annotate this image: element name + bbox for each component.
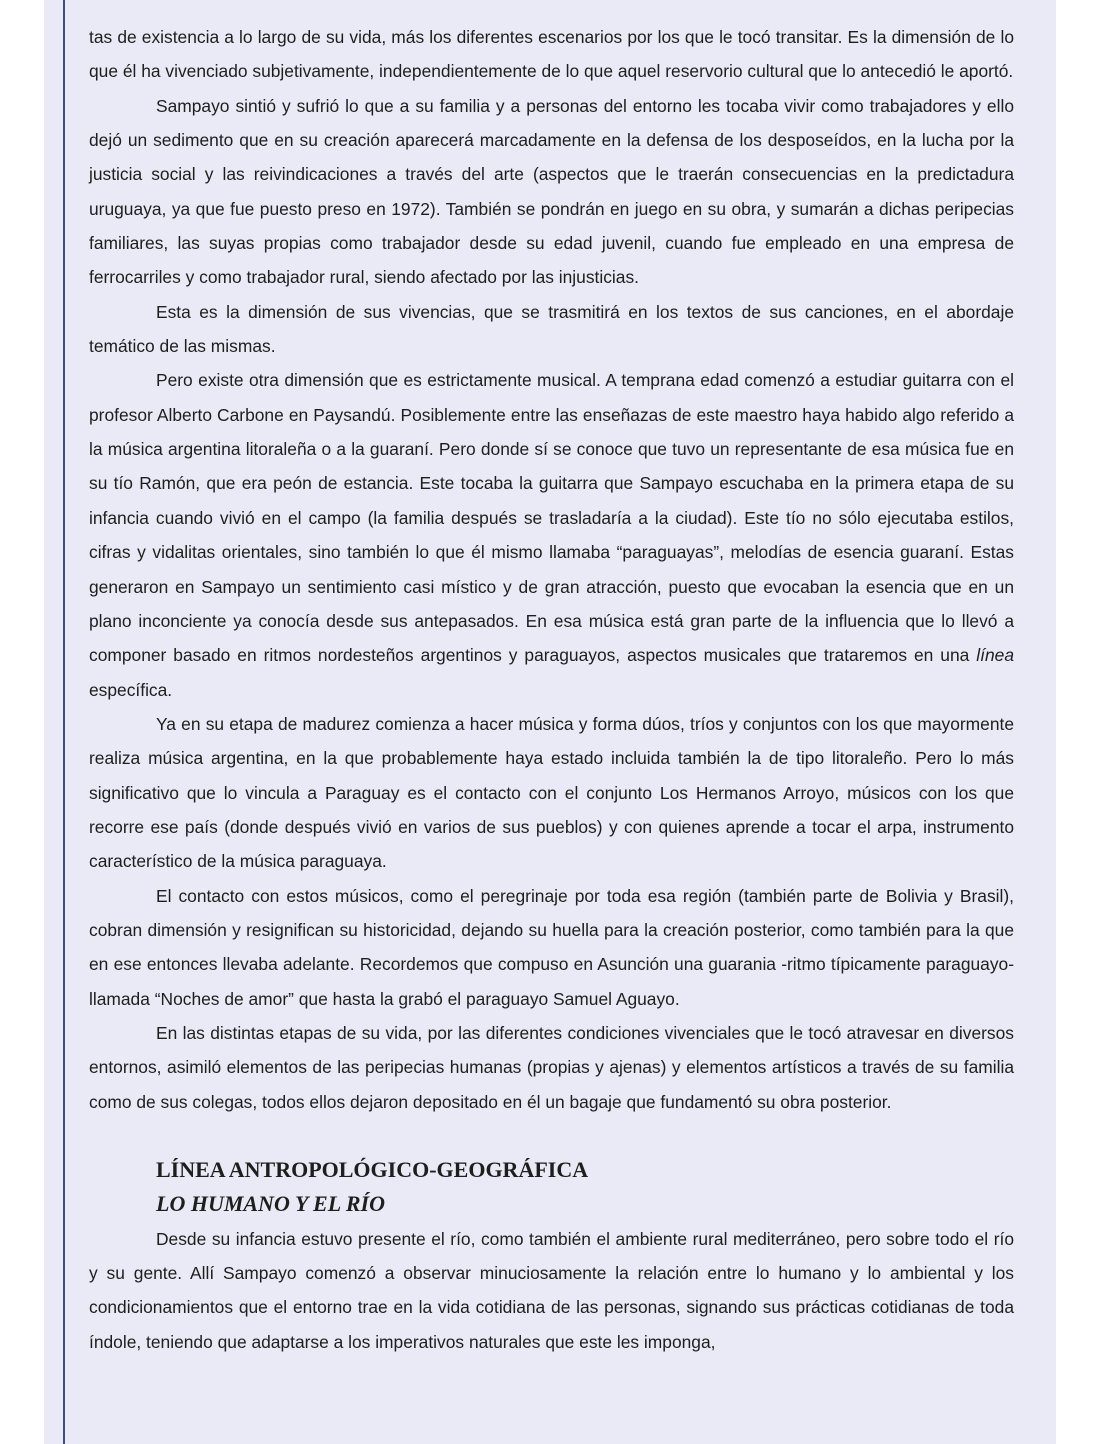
musical-dimension-ending: específica. xyxy=(89,679,173,700)
document-body xyxy=(89,20,1014,1359)
paragraph-contact-musicians: El contacto con estos músicos, como el peregrinaje por toda esa región (también parte de Bolivia y Brasil), cobran dimensión y resignifican su historicidad, dejando su huella para la creación posterior, como también para la que en ese entonces llevaba adelante. Recordemos que compuso en Asunción una guarania -ritmo típicamente paraguayo- llamada “Noches de amor” que hasta la grabó el paraguayo Samuel Aguayo. xyxy=(89,885,1014,1009)
italic-linea: línea xyxy=(976,645,1014,666)
paragraph-maturity: Ya en su etapa de madurez comienza a hacer música y forma dúos, tríos y conjuntos con los que mayormente realiza música argentina, en la que probablemente haya estado incluida también la de tipo litoraleño. Pero lo más significativo que lo vincula a Paraguay es el contacto con el conjunto Los Hermanos Arroyo, músicos con los que recorre ese país (donde después vivió en varios de sus pueblos) y con quienes aprende a tocar el arpa, instrumento característico de la música paraguaya. xyxy=(89,713,1014,872)
paragraph-musical-dimension xyxy=(89,363,1014,706)
paragraph-life-stages: En las distintas etapas de su vida, por las diferentes condiciones vivenciales que le tocó atravesar en diversos entornos, asimiló elementos de las peripecias humanas (propias y ajenas) y elementos artísticos a través de su familia como de sus colegas, todos ellos dejaron depositado en él un bagaje que fundamentó su obra posterior. xyxy=(89,1022,1014,1112)
left-margin-rule xyxy=(63,0,65,1444)
paragraph-life-experiences: Sampayo sintió y sufrió lo que a su familia y a personas del entorno les tocaba vivir como trabajadores y ello dejó un sedimento que en su creación aparecerá marcadamente en la defensa de los desposeídos, en la lucha por la justicia social y las reivindicaciones a través del arte (aspectos que le traerán consecuencias en la predictadura uruguaya, ya que fue puesto preso en 1972). También se pondrán en juego en su obra, y sumarán a dichas peripecias familiares, las suyas propias como trabajador desde su edad juvenil, cuando fue empleado en una empresa de ferrocarriles y como trabajador rural, siendo afectado por las injusticias. xyxy=(89,95,1014,288)
musical-dimension-text: Pero existe otra dimensión que es estrictamente musical. A temprana edad comenzó a estudiar guitarra con el profesor Alberto Carbone en Paysandú. Posiblemente entre las enseñazas de este maestro haya habido algo referido a la música argentina litoraleña o a la guaraní. Pero donde sí se conoce que tuvo un representante de esa música fue en su tío Ramón, que era peón de estancia. Este tocaba la guitarra que Sampayo escuchaba en la primera etapa de su infancia cuando vivió en el campo (la familia después se trasladaría a la ciudad). Este tío no sólo ejecutaba estilos, cifras y vidalitas orientales, sino también lo que él mismo llamaba “paraguayas”, melodías de esencia guaraní. Estas generaron en Sampayo un sentimiento casi místico y de gran atracción, puesto que evocaban la esencia que en un plano inconciente ya conocía desde sus antepasados. En esa música está gran parte de la influencia que lo llevó a componer basado en ritmos nordesteños argentinos y paraguayos, aspectos musicales que trataremos en una xyxy=(89,370,1014,666)
section-subheading: LO HUMANO Y EL RÍO xyxy=(156,1191,385,1217)
paragraph-river: Desde su infancia estuvo presente el río, como también el ambiente rural mediterráneo, pero sobre todo el río y su gente. Allí Sampayo comenzó a observar minuciosamente la relación entre lo humano y lo ambiental y los condicionamientos que el entorno trae en la vida cotidiana de las personas, signando sus prácticas cotidianas de toda índole, teniendo que adaptarse a los imperativos naturales que este les imponga, xyxy=(89,1228,1014,1352)
section-heading: LÍNEA ANTROPOLÓGICO-GEOGRÁFICA xyxy=(156,1157,589,1182)
paragraph-dimension-vivencias: Esta es la dimensión de sus vivencias, que se trasmitirá en los textos de sus canciones, en el abordaje temático de las mismas. xyxy=(89,301,1014,357)
paragraph-continuation: tas de existencia a lo largo de su vida, más los diferentes escenarios por los que le tocó transitar. Es la dimensión de lo que él ha vivenciado subjetivamente, independientemente de lo que aquel reservorio cultural que lo antecedió le aportó. xyxy=(89,27,1014,82)
